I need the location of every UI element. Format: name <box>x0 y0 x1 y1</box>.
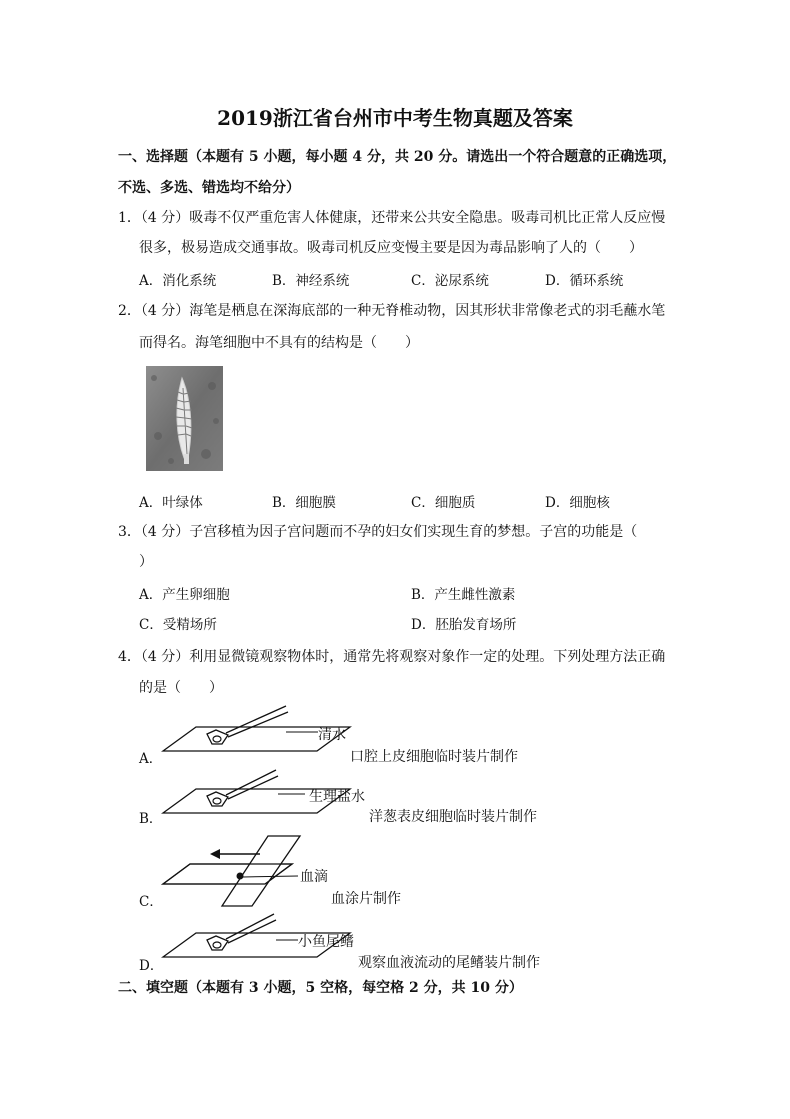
q4-option-c-label: 血滴 <box>300 869 328 885</box>
q4-option-d-caption: 观察血液流动的尾鳍装片制作 <box>358 955 540 971</box>
q3-option-c[interactable]: C．受精场所 <box>139 617 217 633</box>
section1-heading-line2: 不选、多选、错选均不给分） <box>118 180 300 196</box>
q2-stem-line2: 而得名。海笔细胞中不具有的结构是（ ） <box>139 335 419 351</box>
q3-stem-line2: ） <box>139 554 153 570</box>
sea-pen-photo <box>146 366 223 471</box>
q3-option-d[interactable]: D．胚胎发育场所 <box>411 617 517 633</box>
q4-option-a-letter[interactable]: A． <box>139 751 163 767</box>
section2-heading: 二、填空题（本题有 3 小题，5 空格，每空格 2 分，共 10 分） <box>118 980 523 996</box>
q4-stem-line2: 的是（ ） <box>139 680 223 696</box>
q4-option-c-caption: 血涂片制作 <box>331 891 401 907</box>
q1-option-b[interactable]: B．神经系统 <box>272 273 350 289</box>
section1-heading-line1: 一、选择题（本题有 5 小题，每小题 4 分，共 20 分。请选出一个符合题意的正确选项， <box>118 149 677 165</box>
q2-option-c[interactable]: C．细胞质 <box>411 495 476 511</box>
q3-option-a[interactable]: A．产生卵细胞 <box>139 587 230 603</box>
q3-stem-line1: 3．（4 分）子宫移植为因子宫问题而不孕的妇女们实现生育的梦想。子宫的功能是（ <box>118 524 638 540</box>
q2-option-b[interactable]: B．细胞膜 <box>272 495 336 511</box>
q2-stem-line1: 2．（4 分）海笔是栖息在深海底部的一种无脊椎动物，因其形状非常像老式的羽毛蘸水笔 <box>118 303 666 319</box>
q2-option-d[interactable]: D．细胞核 <box>545 495 610 511</box>
q1-option-c[interactable]: C．泌尿系统 <box>411 273 489 289</box>
q4-option-b-label: 生理盐水 <box>309 789 365 805</box>
q1-stem-line1: 1．（4 分）吸毒不仅严重危害人体健康，还带来公共安全隐患。吸毒司机比正常人反应慢 <box>118 210 666 226</box>
q3-option-b[interactable]: B．产生雌性激素 <box>411 587 516 603</box>
page-title: 2019浙江省台州市中考生物真题及答案 <box>217 106 573 130</box>
q1-option-d[interactable]: D．循环系统 <box>545 273 624 289</box>
q4-option-a-label: 清水 <box>318 727 346 743</box>
q4-stem-line1: 4．（4 分）利用显微镜观察物体时，通常先将观察对象作一定的处理。下列处理方法正确 <box>118 649 666 665</box>
q4-option-b-caption: 洋葱表皮细胞临时装片制作 <box>369 809 537 825</box>
q4-option-d-label: 小鱼尾鳍 <box>298 934 354 950</box>
q4-option-b-letter[interactable]: B． <box>139 811 163 827</box>
q4-option-c-letter[interactable]: C． <box>139 894 163 910</box>
q2-option-a[interactable]: A．叶绿体 <box>139 495 203 511</box>
q1-option-a[interactable]: A．消化系统 <box>139 273 217 289</box>
q4-option-d-letter[interactable]: D． <box>139 958 164 974</box>
q4-option-a-caption: 口腔上皮细胞临时装片制作 <box>350 749 518 765</box>
q1-stem-line2: 很多，极易造成交通事故。吸毒司机反应变慢主要是因为毒品影响了人的（ ） <box>139 240 643 256</box>
